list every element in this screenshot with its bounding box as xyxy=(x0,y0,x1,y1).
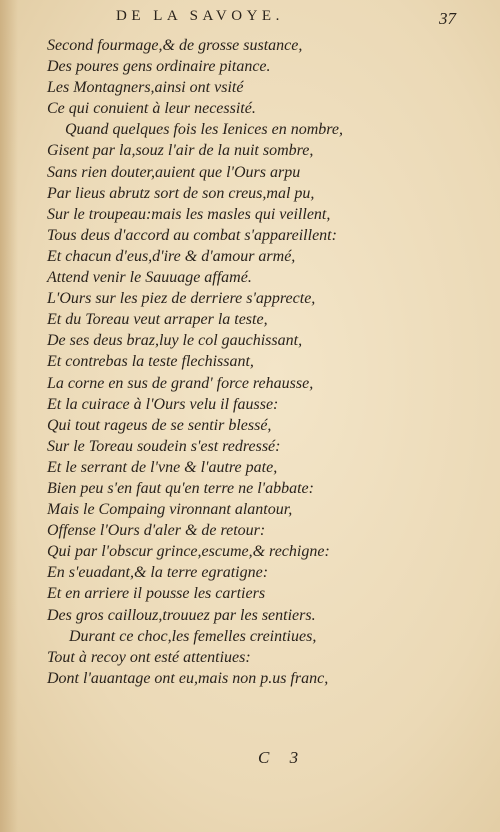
verse-line: La corne en sus de grand' force rehausse, xyxy=(47,374,314,392)
verse-line: De ses deus braz,luy le col gauchissant, xyxy=(47,332,303,350)
verse-line: Les Montagners,ainsi ont vsité xyxy=(47,79,244,97)
verse-line: Sans rien douter,auient que l'Ours arpu xyxy=(47,163,301,181)
verse-line: Mais le Compaing vironnant alantour, xyxy=(47,501,293,519)
verse-line: Des gros caillouz,trouuez par les sentiers. xyxy=(47,606,316,624)
verse-line: Ce qui conuient à leur necessité. xyxy=(47,100,256,118)
verse-line: Second fourmage,& de grosse sustance, xyxy=(47,37,303,54)
signature-mark: C 3 xyxy=(258,748,307,767)
verse-line: Qui par l'obscur grince,escume,& rechigne: xyxy=(47,543,330,561)
verse-line: Durant ce choc,les femelles creintiues, xyxy=(69,627,317,645)
verse-line: Et du Toreau veut arraper la teste, xyxy=(47,311,268,329)
verse-line: Par lieus abrutz sort de son creus,mal pu, xyxy=(47,184,315,202)
verse-line: Et le serrant de l'vne & l'autre pate, xyxy=(47,458,278,476)
verse-line: Bien peu s'en faut qu'en terre ne l'abbate: xyxy=(47,479,314,497)
verse-line: Et en arriere il pousse les cartiers xyxy=(47,585,266,603)
verse-block xyxy=(47,35,467,689)
verse-line: En s'euadant,& la terre egratigne: xyxy=(47,564,269,582)
verse-line: Tout à recoy ont esté attentiues: xyxy=(47,648,251,666)
verse-line: Dont l'auantage ont eu,mais non p.us franc, xyxy=(47,669,329,687)
verse-line: Tous deus d'accord au combat s'appareillent: xyxy=(47,226,337,244)
verse-line: Et contrebas la teste flechissant, xyxy=(47,353,254,371)
verse-line: Et chacun d'eus,d'ire & d'amour armé, xyxy=(47,247,296,265)
verse-line: Offense l'Ours d'aler & de retour: xyxy=(47,522,266,540)
verse-line: Qui tout rageus de se sentir blessé, xyxy=(47,416,272,434)
verse-line: Sur le Toreau soudein s'est redressé: xyxy=(47,437,281,455)
verse-line: Des poures gens ordinaire pitance. xyxy=(47,58,271,76)
page-number: 37 xyxy=(439,9,456,28)
verse-line: Sur le troupeau:mais les masles qui veillent, xyxy=(47,205,331,223)
verse-line: Attend venir le Sauuage affamé. xyxy=(47,269,252,287)
verse-line: Et la cuirace à l'Ours velu il fausse: xyxy=(47,395,279,413)
verse-line: Quand quelques fois les Ienices en nombre, xyxy=(65,121,344,139)
verse-line: L'Ours sur les piez de derriere s'apprecte, xyxy=(47,290,316,308)
verse-line: Gisent par la,souz l'air de la nuit sombre, xyxy=(47,142,314,160)
running-head: DE LA SAVOYE. xyxy=(116,8,284,24)
